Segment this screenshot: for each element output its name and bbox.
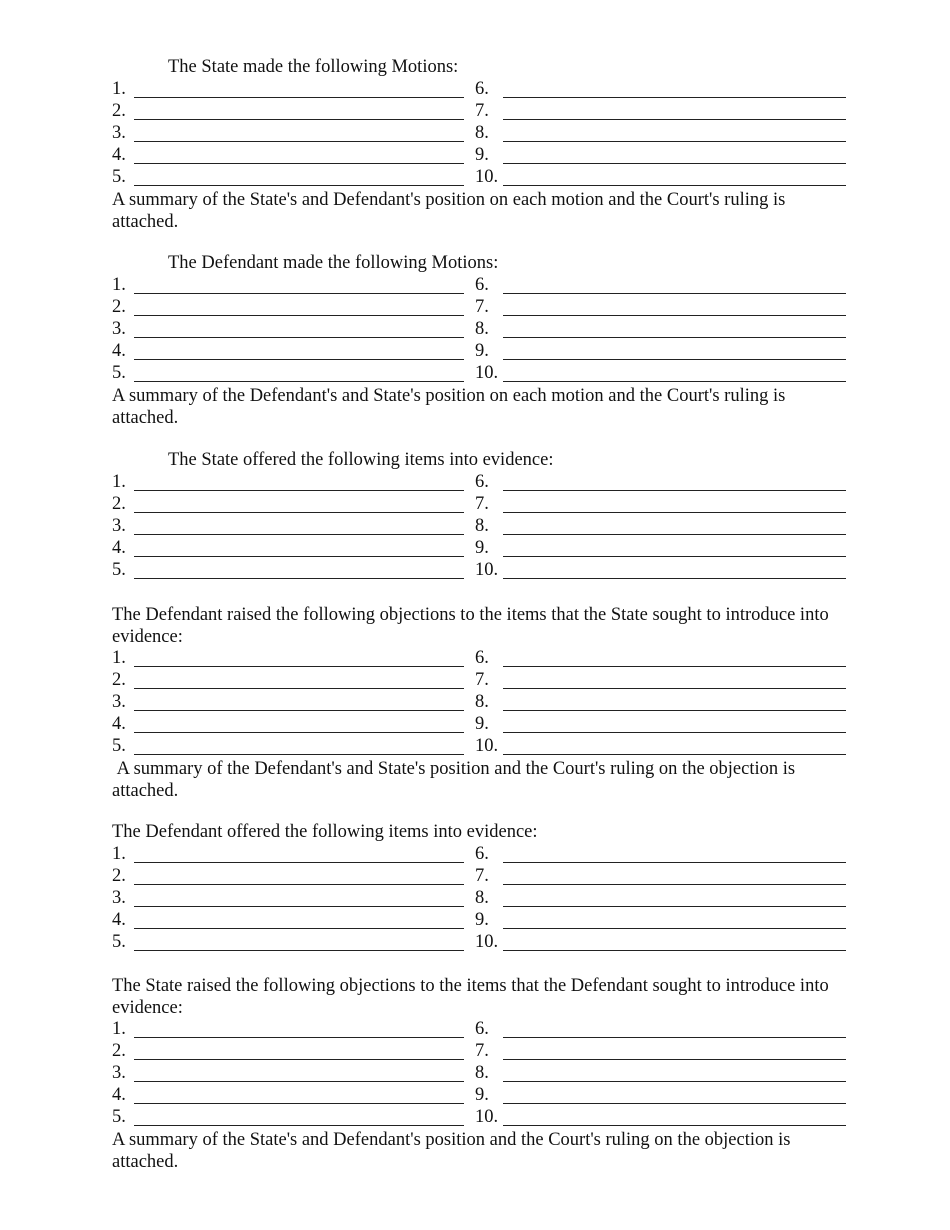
item-number: 5. <box>112 1107 126 1127</box>
list-row <box>112 363 852 385</box>
item-number: 10. <box>475 560 499 580</box>
blank-line[interactable] <box>503 950 846 951</box>
item-number: 3. <box>112 1063 126 1083</box>
blank-line[interactable] <box>134 119 464 120</box>
blank-line[interactable] <box>503 1059 846 1060</box>
item-number: 2. <box>112 297 126 317</box>
blank-line[interactable] <box>503 337 846 338</box>
blank-line[interactable] <box>134 928 464 929</box>
motion-list <box>112 79 852 189</box>
item-number: 1. <box>112 472 126 492</box>
item-number: 2. <box>112 670 126 690</box>
item-number: 7. <box>475 101 489 121</box>
blank-line[interactable] <box>503 556 846 557</box>
blank-line[interactable] <box>503 1037 846 1038</box>
blank-line[interactable] <box>503 862 846 863</box>
item-number: 7. <box>475 297 489 317</box>
item-number: 8. <box>475 692 489 712</box>
list-row <box>112 167 852 189</box>
item-number: 5. <box>112 167 126 187</box>
item-number: 8. <box>475 516 489 536</box>
blank-line[interactable] <box>134 1081 464 1082</box>
list-row <box>112 888 852 910</box>
section-heading: The State raised the following objections to the items that the Defendant sought to introduce into evidence: <box>112 976 829 1018</box>
list-row <box>112 79 852 101</box>
blank-line[interactable] <box>503 1103 846 1104</box>
item-number: 1. <box>112 79 126 99</box>
defendant-evidence-section <box>112 822 852 954</box>
item-number: 4. <box>112 341 126 361</box>
list-row <box>112 910 852 932</box>
blank-line[interactable] <box>134 381 464 382</box>
item-number: 10. <box>475 167 499 187</box>
item-number: 1. <box>112 844 126 864</box>
list-row <box>112 538 852 560</box>
summary-text: A summary of the State's and Defendant's position on each motion and the Court's ruling is attached. <box>112 190 786 232</box>
blank-line[interactable] <box>503 578 846 579</box>
item-number: 3. <box>112 123 126 143</box>
list-row <box>112 472 852 494</box>
blank-line[interactable] <box>503 359 846 360</box>
list-row <box>112 844 852 866</box>
blank-line[interactable] <box>134 185 464 186</box>
section-heading: The Defendant raised the following objections to the items that the State sought to introduce into evidence: <box>112 605 829 647</box>
blank-line[interactable] <box>503 1081 846 1082</box>
item-number: 4. <box>112 145 126 165</box>
blank-line[interactable] <box>503 1125 846 1126</box>
list-row <box>112 1107 852 1129</box>
item-number: 5. <box>112 736 126 756</box>
blank-line[interactable] <box>134 97 464 98</box>
summary-text: A summary of the Defendant's and State's position and the Court's ruling on the objection is attached. <box>112 759 800 801</box>
item-number: 7. <box>475 866 489 886</box>
item-number: 3. <box>112 516 126 536</box>
item-number: 9. <box>475 341 489 361</box>
blank-line[interactable] <box>134 754 464 755</box>
list-row <box>112 101 852 123</box>
summary-text: A summary of the State's and Defendant's position and the Court's ruling on the objection is attached. <box>112 1130 791 1172</box>
blank-line[interactable] <box>503 534 846 535</box>
list-row <box>112 932 852 954</box>
blank-line[interactable] <box>503 754 846 755</box>
list-row <box>112 319 852 341</box>
objection-list <box>112 1019 852 1129</box>
blank-line[interactable] <box>134 688 464 689</box>
item-number: 9. <box>475 1085 489 1105</box>
blank-line[interactable] <box>134 534 464 535</box>
blank-line[interactable] <box>503 710 846 711</box>
item-number: 4. <box>112 538 126 558</box>
blank-line[interactable] <box>503 141 846 142</box>
state-evidence-section <box>112 450 852 582</box>
section-heading: The State offered the following items into evidence: <box>168 450 554 470</box>
blank-line[interactable] <box>134 666 464 667</box>
item-number: 8. <box>475 888 489 908</box>
blank-line[interactable] <box>134 732 464 733</box>
item-number: 10. <box>475 736 499 756</box>
list-row <box>112 736 852 758</box>
item-number: 4. <box>112 1085 126 1105</box>
item-number: 2. <box>112 494 126 514</box>
blank-line[interactable] <box>134 141 464 142</box>
evidence-list <box>112 472 852 582</box>
list-row <box>112 1019 852 1041</box>
section-heading: The State made the following Motions: <box>168 57 459 77</box>
item-number: 6. <box>475 1019 489 1039</box>
item-number: 6. <box>475 844 489 864</box>
list-row <box>112 1063 852 1085</box>
list-row <box>112 341 852 363</box>
list-row <box>112 123 852 145</box>
item-number: 9. <box>475 145 489 165</box>
list-row <box>112 297 852 319</box>
item-number: 5. <box>112 932 126 952</box>
blank-line[interactable] <box>503 688 846 689</box>
item-number: 6. <box>475 472 489 492</box>
blank-line[interactable] <box>134 1125 464 1126</box>
blank-line[interactable] <box>134 315 464 316</box>
item-number: 2. <box>112 101 126 121</box>
section-heading: The Defendant offered the following items into evidence: <box>112 822 538 842</box>
blank-line[interactable] <box>134 490 464 491</box>
item-number: 10. <box>475 1107 499 1127</box>
blank-line[interactable] <box>503 293 846 294</box>
blank-line[interactable] <box>134 578 464 579</box>
item-number: 6. <box>475 275 489 295</box>
list-row <box>112 648 852 670</box>
objection-list <box>112 648 852 758</box>
list-row <box>112 516 852 538</box>
blank-line[interactable] <box>134 950 464 951</box>
item-number: 1. <box>112 648 126 668</box>
blank-line[interactable] <box>134 163 464 164</box>
blank-line[interactable] <box>134 556 464 557</box>
state-objections-section <box>112 975 852 1173</box>
blank-line[interactable] <box>134 710 464 711</box>
summary-text: A summary of the Defendant's and State's position on each motion and the Court's ruling is attached. <box>112 386 786 428</box>
blank-line[interactable] <box>503 906 846 907</box>
blank-line[interactable] <box>503 490 846 491</box>
list-row <box>112 866 852 888</box>
list-row <box>112 145 852 167</box>
item-number: 6. <box>475 79 489 99</box>
item-number: 9. <box>475 714 489 734</box>
item-number: 3. <box>112 888 126 908</box>
item-number: 7. <box>475 670 489 690</box>
item-number: 4. <box>112 714 126 734</box>
list-row <box>112 714 852 736</box>
list-row <box>112 275 852 297</box>
list-row <box>112 692 852 714</box>
blank-line[interactable] <box>134 1037 464 1038</box>
item-number: 9. <box>475 538 489 558</box>
blank-line[interactable] <box>503 381 846 382</box>
item-number: 8. <box>475 319 489 339</box>
list-row <box>112 1085 852 1107</box>
blank-line[interactable] <box>503 97 846 98</box>
defendant-motions-section <box>112 253 852 429</box>
item-number: 3. <box>112 692 126 712</box>
blank-line[interactable] <box>503 119 846 120</box>
item-number: 5. <box>112 363 126 383</box>
blank-line[interactable] <box>134 862 464 863</box>
item-number: 7. <box>475 494 489 514</box>
blank-line[interactable] <box>134 512 464 513</box>
item-number: 3. <box>112 319 126 339</box>
item-number: 4. <box>112 910 126 930</box>
item-number: 5. <box>112 560 126 580</box>
item-number: 6. <box>475 648 489 668</box>
blank-line[interactable] <box>503 185 846 186</box>
blank-line[interactable] <box>134 1103 464 1104</box>
item-number: 9. <box>475 910 489 930</box>
blank-line[interactable] <box>134 906 464 907</box>
blank-line[interactable] <box>503 928 846 929</box>
item-number: 10. <box>475 363 499 383</box>
section-heading: The Defendant made the following Motions: <box>168 253 499 273</box>
blank-line[interactable] <box>503 163 846 164</box>
blank-line[interactable] <box>134 884 464 885</box>
blank-line[interactable] <box>503 666 846 667</box>
blank-line[interactable] <box>134 359 464 360</box>
list-row <box>112 560 852 582</box>
blank-line[interactable] <box>134 337 464 338</box>
blank-line[interactable] <box>134 293 464 294</box>
item-number: 2. <box>112 1041 126 1061</box>
item-number: 2. <box>112 866 126 886</box>
item-number: 7. <box>475 1041 489 1061</box>
evidence-list <box>112 844 852 954</box>
item-number: 10. <box>475 932 499 952</box>
list-row <box>112 670 852 692</box>
item-number: 1. <box>112 1019 126 1039</box>
list-row <box>112 1041 852 1063</box>
blank-line[interactable] <box>134 1059 464 1060</box>
item-number: 1. <box>112 275 126 295</box>
blank-line[interactable] <box>503 512 846 513</box>
state-motions-section <box>112 57 852 233</box>
item-number: 8. <box>475 123 489 143</box>
blank-line[interactable] <box>503 884 846 885</box>
item-number: 8. <box>475 1063 489 1083</box>
blank-line[interactable] <box>503 732 846 733</box>
blank-line[interactable] <box>503 315 846 316</box>
motion-list <box>112 275 852 385</box>
defendant-objections-section <box>112 604 852 802</box>
list-row <box>112 494 852 516</box>
